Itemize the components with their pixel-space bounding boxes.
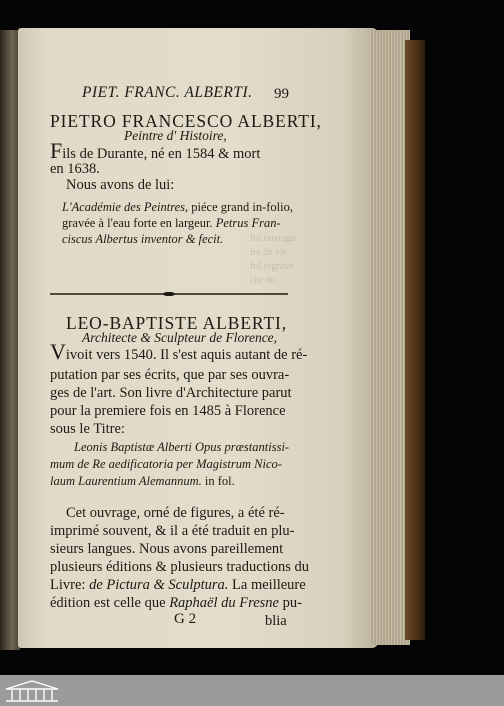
entry2-line1 xyxy=(50,339,308,364)
para2-text-rest: pu- xyxy=(279,595,302,611)
library-building-logo-icon xyxy=(4,679,60,703)
entry2-line3: ges de l'art. Son livre d'Architecture parut xyxy=(50,385,292,401)
entry2-para2-line4: plusieurs éditions & plusieurs traductions du xyxy=(50,559,309,575)
entry1-name: PIETRO FRANCESCO ALBERTI, xyxy=(50,111,322,131)
ornamental-rule xyxy=(50,292,288,296)
work-desc: piéce grand in-folio, xyxy=(188,200,293,214)
entry1-line3: Nous avons de lui: xyxy=(66,177,175,193)
work-title: L'Académie des Peintres, xyxy=(62,200,189,214)
entry2-para2-line1: Cet ouvrage, orné de figures, a été ré- xyxy=(66,505,285,521)
left-page-edge xyxy=(0,30,20,650)
catchword: blia xyxy=(265,613,287,629)
entry2-para2-line5 xyxy=(50,577,306,594)
entry2-para2-line6 xyxy=(50,595,302,612)
show-through-line: fol regravé xyxy=(250,261,294,272)
para2-text-rest: La meilleure xyxy=(228,577,306,593)
entry2-title-line2: mum de Re aedificatoria per Magistrum Nico- xyxy=(50,457,282,471)
entry1-work-line1 xyxy=(62,200,293,215)
page-edges xyxy=(370,30,410,645)
entry2-line5: sous le Titre: xyxy=(50,421,125,437)
show-through-text xyxy=(250,232,340,292)
show-through-line: ire de vie xyxy=(250,247,288,258)
show-through-line: fol ouvrage xyxy=(250,233,296,244)
entry1-role: Peintre d' Histoire, xyxy=(124,128,227,143)
entry2-title-line3 xyxy=(50,474,235,489)
book-cover xyxy=(405,40,425,640)
running-title: PIET. FRANC. ALBERTI. xyxy=(82,84,253,101)
entry2-para2-line3: sieurs langues. Nous avons pareillement xyxy=(50,541,284,557)
dropcap: F xyxy=(50,138,63,163)
title-author: laum Laurentium Alemannum. xyxy=(50,474,202,488)
entry2-name: LEO-BAPTISTE ALBERTI, xyxy=(66,313,288,333)
para2-text: édition est celle que xyxy=(50,595,170,611)
entry1-line1-text: ils de Durante, né en 1584 & mort xyxy=(62,146,261,162)
work-inscription: Petrus Fran- xyxy=(215,216,281,230)
title-format: in fol. xyxy=(201,474,235,488)
para2-text: Livre: xyxy=(50,577,90,593)
entry2-title-line1: Leonis Baptistæ Alberti Opus præstantissi- xyxy=(74,440,290,454)
entry2-role: Architecte & Sculpteur de Florence, xyxy=(82,330,278,345)
entry2-line2: putation par ses écrits, que par ses ouvra- xyxy=(50,367,290,383)
entry1-work-line3: ciscus Albertus inventor & fecit. xyxy=(62,232,224,246)
entry2-line4: pour la premiere fois en 1485 à Florence xyxy=(50,403,286,419)
entry2-para2-line2: imprimé souvent, & il a été traduit en plu- xyxy=(50,523,295,539)
entry2-line1-text: ivoit vers 1540. Il s'est aquis autant de ré- xyxy=(65,347,308,363)
dropcap: V xyxy=(50,339,66,364)
para2-title: de Pictura & Sculptura. xyxy=(89,577,229,593)
signature-mark: G 2 xyxy=(174,611,197,627)
entry1-work-line2 xyxy=(62,216,281,231)
work-desc2: gravée à l'eau forte en largeur. xyxy=(62,216,216,230)
entry1-line2: en 1638. xyxy=(50,161,100,177)
show-through-line: chr de xyxy=(250,275,275,286)
footer-bar xyxy=(0,675,504,706)
page-number: 99 xyxy=(274,86,289,102)
para2-name: Raphaël du Fresne xyxy=(169,595,279,611)
